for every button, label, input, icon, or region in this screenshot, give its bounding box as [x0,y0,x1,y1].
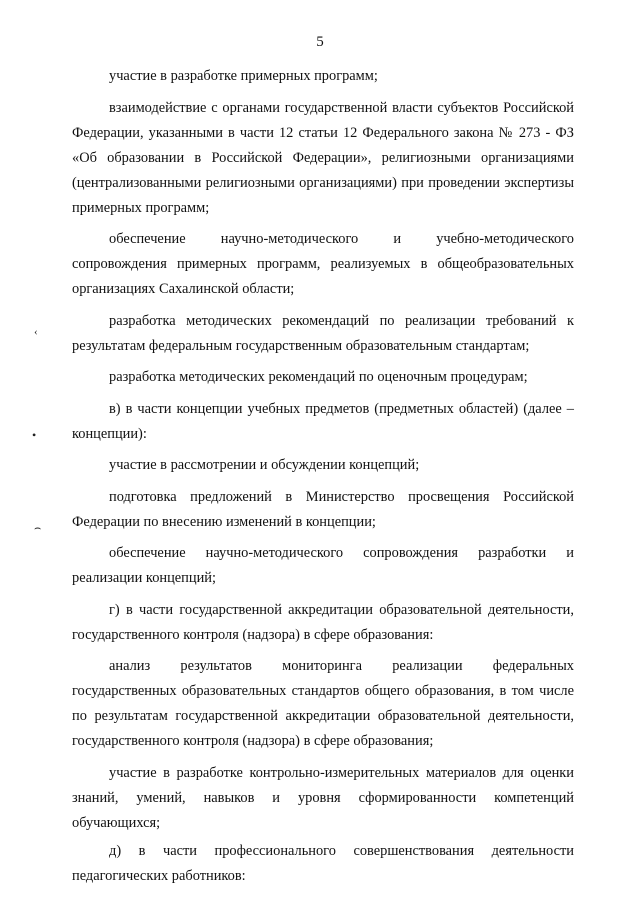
paragraph-item: участие в рассмотрении и обсуждении концепций; [109,457,420,473]
document-body [72,64,574,892]
scan-speck: ⌢ [34,522,42,534]
scan-speck: • [32,428,37,442]
paragraph-item: обеспечение научно-методического сопровождения разработки и реализации концепций; [72,545,574,586]
paragraph-item: разработка методических рекомендаций по реализации требований к результатам федеральным государственным образовательным стандартам; [72,312,574,354]
paragraph-item: обеспечение научно-методического и учебно-методического сопровождения примерных программ, реализуемых в общеобразовательных организациях Сахалинской области; [72,231,574,297]
paragraph-item: взаимодействие с органами государственной власти субъектов Российской Федерации, указанными в части 12 статьи 12 Федерального закона № 273 - ФЗ «Об образовании в Российской Федерации», религиозными организациями (централизованными религиозными организациями) при проведении экспертизы примерных программ; [72,99,574,216]
page-number: 5 [316,34,324,50]
paragraph-item: подготовка предложений в Министерство просвещения Российской Федерации по внесению изменений в концепции; [72,488,574,530]
paragraph-item: участие в разработке контрольно-измерительных материалов для оценки знаний, умений, навыков и уровня сформированности компетенций обучающихся; [72,764,574,831]
paragraph-item: д) в части профессионального совершенствования деятельности педагогических работников: [72,842,574,884]
paragraph-item: г) в части государственной аккредитации образовательной деятельности, государственного контроля (надзора) в сфере образования: [72,601,574,643]
scan-speck: ‹ [34,326,38,338]
paragraph-item: разработка методических рекомендаций по оценочным процедурам; [109,369,528,385]
paragraph-item: в) в части концепции учебных предметов (предметных областей) (далее – концепции): [72,400,574,442]
paragraph-item: участие в разработке примерных программ; [109,68,378,84]
paragraph-item: анализ результатов мониторинга реализации федеральных государственных образовательных стандартов общего образования, в том числе по результатам государственной аккредитации образовательной деятельности, государственного контроля (надзора) в сфере образования; [72,658,574,749]
